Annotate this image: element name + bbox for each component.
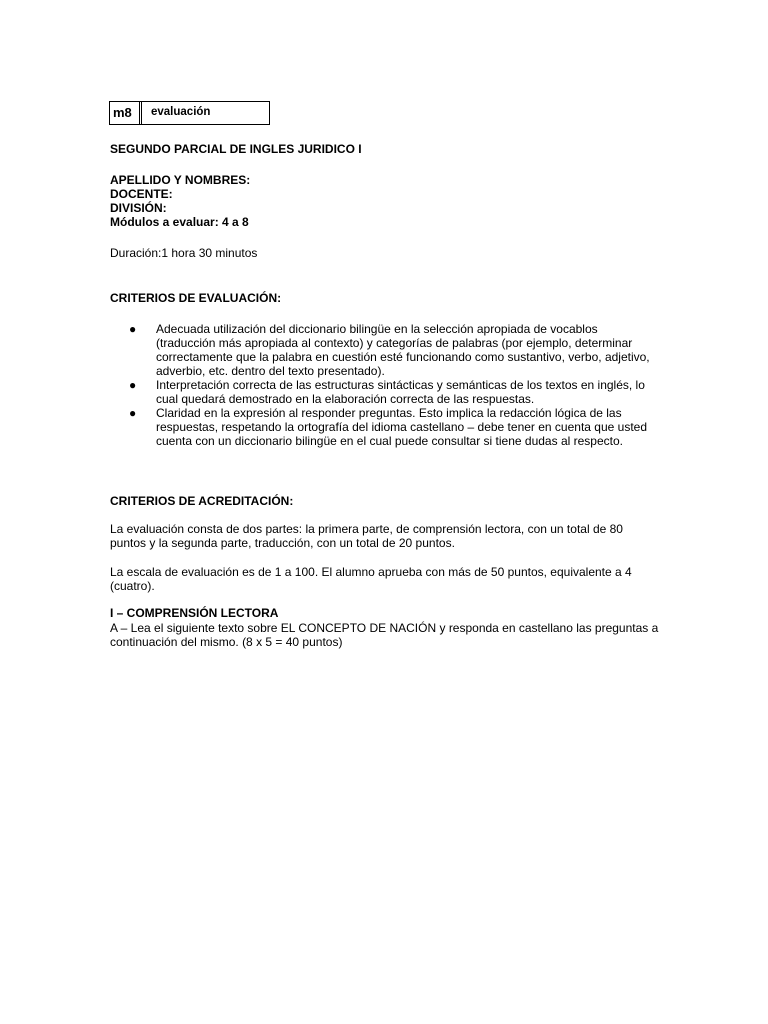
field-division: DIVISIÓN: [110, 201, 167, 215]
criterios-evaluacion-list [110, 322, 660, 448]
section-1-heading: I – COMPRENSIÓN LECTORA [110, 606, 279, 620]
bullet-icon: ● [129, 406, 137, 420]
exam-title: SEGUNDO PARCIAL DE INGLES JURIDICO I [110, 142, 362, 156]
field-modulos: Módulos a evaluar: 4 a 8 [110, 215, 249, 229]
list-item [110, 406, 660, 448]
criterios-acreditacion-heading: CRITERIOS DE ACREDITACIÓN: [110, 494, 294, 508]
module-header-box [109, 101, 270, 125]
duration-text: Duración:1 hora 30 minutos [110, 246, 258, 260]
acreditacion-paragraph-2: La escala de evaluación es de 1 a 100. El alumno aprueba con más de 50 puntos, equivalente a 4 (cuatro). [110, 565, 632, 593]
criterios-evaluacion-heading: CRITERIOS DE EVALUACIÓN: [110, 291, 282, 305]
acreditacion-paragraph-1: La evaluación consta de dos partes: la primera parte, de comprensión lectora, con un total de 80 puntos y la segunda parte, traducción, con un total de 20 puntos. [110, 522, 623, 550]
bullet-icon: ● [129, 322, 137, 336]
field-apellido-nombres: APELLIDO Y NOMBRES: [110, 173, 251, 187]
field-docente: DOCENTE: [110, 187, 173, 201]
student-fields [110, 173, 660, 229]
section-1-instruction: A – Lea el siguiente texto sobre EL CONCEPTO DE NACIÓN y responda en castellano las preguntas a continuación del mismo. (8 x 5 = 40 puntos) [110, 621, 659, 649]
list-item-text: Adecuada utilización del diccionario bilingüe en la selección apropiada de vocablos (traducción más apropiada al contexto) y categorías de palabras (por ejemplo, determinar correctamente que la palabra en cuestión esté funcionando como sustantivo, verbo, adjetivo, adverbio, etc. dentro del texto presentado). [156, 322, 650, 378]
module-code: m8 [110, 102, 142, 124]
list-item [110, 378, 660, 406]
list-item-text: Interpretación correcta de las estructuras sintácticas y semánticas de los textos en inglés, lo cual quedará demostrado en la elaboración correcta de las respuestas. [156, 378, 645, 406]
module-title: evaluación [151, 106, 211, 118]
list-item [110, 322, 660, 378]
list-item-text: Claridad en la expresión al responder preguntas. Esto implica la redacción lógica de las respuestas, respetando la ortografía del idioma castellano – debe tener en cuenta que usted cuenta con un diccionario bilingüe en el cual puede consultar si tiene dudas al respecto. [156, 406, 647, 448]
bullet-icon: ● [129, 378, 137, 392]
